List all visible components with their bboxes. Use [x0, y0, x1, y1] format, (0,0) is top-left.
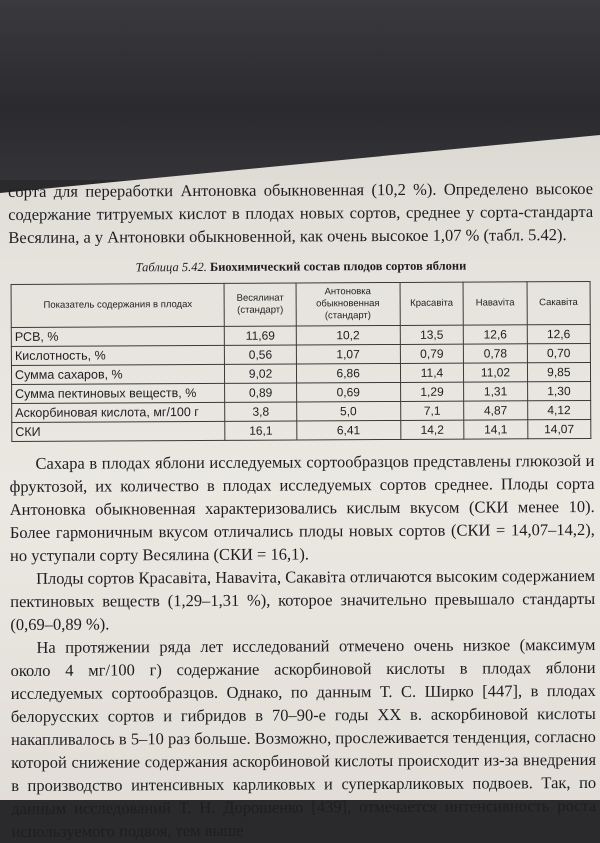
cell-value: 12,6 — [527, 324, 590, 343]
row-name: Кислотность, % — [11, 345, 224, 365]
cell-value: 6,41 — [297, 420, 401, 440]
cell-value: 0,70 — [527, 343, 590, 362]
cell-value: 4,87 — [464, 401, 527, 420]
cell-value: 1,07 — [296, 344, 400, 364]
row-name: Аскорбиновая кислота, мг/100 г — [12, 402, 225, 422]
cell-value: 12,6 — [464, 325, 527, 344]
cell-value: 1,30 — [527, 381, 590, 400]
body-text — [9, 449, 596, 843]
row-name: Сумма сахаров, % — [11, 364, 224, 384]
cell-value: 0,69 — [296, 382, 400, 402]
cell-value: 9,02 — [225, 364, 296, 383]
paragraph: На протяжении ряда лет исследований отмечено очень низкое (максимум около 4 мг/100 г) содержание аскорбиновой кислоты в плодах яблони исследуемых сортообразцов. Однако, по данным Т. С. Ширко [447], в плодах белорусских сортов и гибридов в 70–90-е годы XX в. аскорбиновой кислоты накапливалось в 5–10 раз больше. Возможно, прослеживается тенденция, согласно которой снижение содержания аскорбиновой кислоты происходит из-за внедрения в производство интенсивных карликовых и суперкарликовых подвоев. Так, по данным исследований Т. Н. Дорошенко [439], отмечается интенсивность роста используемого подвоя, тем выше — [10, 634, 597, 841]
cell-value: 14,2 — [400, 420, 464, 439]
cell-value: 3,8 — [225, 402, 296, 421]
cell-value: 14,07 — [527, 419, 590, 438]
page-content — [8, 177, 596, 843]
cell-value: 11,02 — [464, 363, 527, 382]
table-caption — [8, 258, 593, 276]
cell-value: 14,1 — [464, 420, 527, 439]
header-antonovka: Антоновка обыкновенная (стандарт) — [296, 282, 400, 326]
header-navavita: Наваvіта — [463, 282, 527, 325]
table-title: Биохимический состав плодов сортов яблони — [209, 258, 467, 274]
cell-value: 0,56 — [225, 345, 296, 364]
cell-value: 0,79 — [400, 344, 464, 363]
table-row — [12, 419, 591, 441]
cell-value: 13,5 — [400, 325, 464, 344]
row-name: РСВ, % — [11, 326, 224, 346]
cell-value: 9,85 — [527, 362, 590, 381]
header-parameter: Показатель содержания в плодах — [11, 283, 225, 327]
biochemical-table — [11, 281, 592, 442]
paragraph: Плоды сортов Красавіта, Наваvіта, Сакавіта отличаются высоким содержанием пектиновых веществ (1,29–1,31 %), которое значительно превышало стандарты (0,69–0,89 %). — [10, 565, 596, 634]
cell-value: 11,69 — [225, 326, 296, 345]
cell-value: 6,86 — [296, 363, 400, 383]
paragraph-top: сорта для переработки Антоновка обыкновенная (10,2 %). Определено высокое содержание титруемых кислот в плодах новых сортов, среднее у сорта-стандарта Весялина, а у Антоновки обыкновенной, как очень высокое 1,07 % (табл. 5.42). — [8, 178, 594, 247]
cell-value: 0,78 — [464, 344, 527, 363]
table-header-row — [11, 281, 590, 327]
cell-value: 4,12 — [527, 400, 590, 419]
header-sakavita: Сакавіта — [527, 281, 591, 324]
row-name: СКИ — [12, 421, 225, 441]
row-name: Сумма пектиновых веществ, % — [12, 383, 225, 403]
cell-value: 5,0 — [296, 401, 400, 421]
cell-value: 11,4 — [400, 363, 464, 382]
cell-value: 7,1 — [400, 401, 464, 420]
header-vesyalina: Весялинат (стандарт) — [224, 283, 296, 326]
header-krasavita: Красавіта — [400, 282, 464, 325]
cell-value: 10,2 — [296, 325, 400, 345]
cell-value: 1,31 — [464, 382, 527, 401]
cell-value: 16,1 — [225, 421, 296, 440]
paragraph: Сахара в плодах яблони исследуемых сортообразцов представлены глюкозой и фруктозой, их количество в плодах исследуемых сортов среднее. Плоды сорта Антоновка обыкновенная характеризовались кислым вкусом (СКИ менее 10). Более гармоничным вкусом отличались плоды новых сортов (СКИ = 14,07–14,2), но уступали сорту Весялина (СКИ = 16,1). — [9, 450, 595, 565]
table-number: Таблица 5.42. — [135, 259, 207, 275]
cell-value: 1,29 — [400, 382, 464, 401]
cell-value: 0,89 — [225, 383, 296, 402]
